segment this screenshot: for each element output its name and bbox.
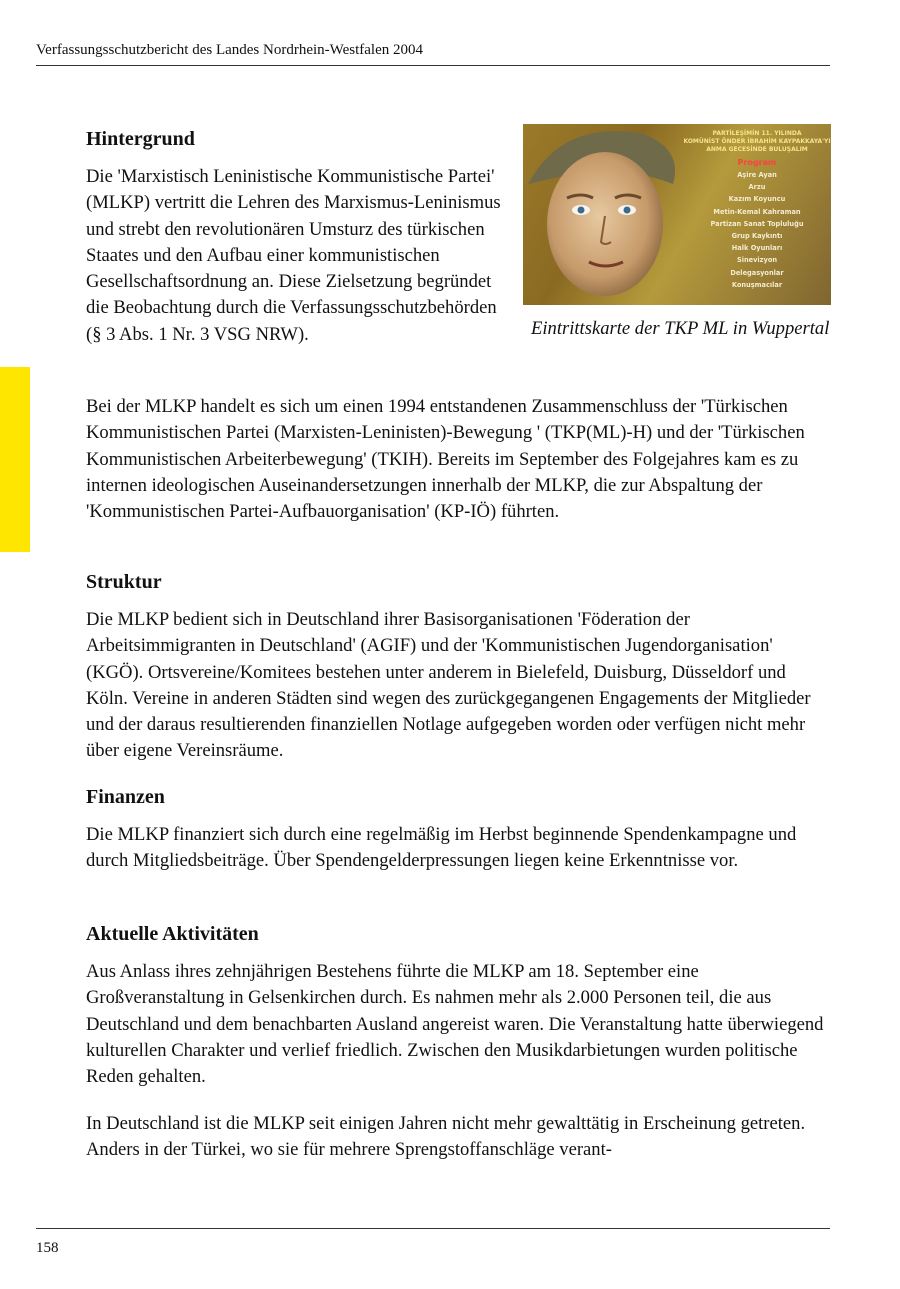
poster-item: Halk Oyunları (731, 244, 783, 253)
poster-item: Delegasyonlar (730, 268, 784, 277)
paragraph-finanzen: Die MLKP finanziert sich durch eine regelmäßig im Herbst beginnende Spendenkampagne und durch Mitgliedsbeiträge. Über Spendengelderpressungen liegen keine Erkenntnisse vor. (86, 824, 797, 872)
paragraph-hintergrund-2: Bei der MLKP handelt es sich um einen 1994 entstandenen Zusammenschluss der 'Türkischen Kommunistischen Partei (Marxisten-Leninisten)-Bewegung ' (TKP(ML)-H) und der 'Türkischen Kommunistischen Arbeiterbewegung' (TKIH). Bereits im September des Folgejahres kam es zu internen ideologischen Auseinandersetzungen innerhalb der MLKP, die zur Abspaltung der 'Kommunistischen Partei-Aufbauorganisation' (KP-IÖ) führten. (86, 396, 805, 523)
heading-hintergrund: Hintergrund (86, 128, 195, 150)
section-aktivitaeten-continued (86, 1111, 831, 1164)
ticket-figure (523, 124, 831, 342)
heading-aktivitaeten: Aktuelle Aktivitäten (86, 923, 259, 945)
ticket-image (523, 124, 831, 305)
poster-item: Arzu (748, 183, 766, 192)
paragraph-aktivitaeten-2: In Deutschland ist die MLKP seit einigen Jahren nicht mehr gewalttätig in Erscheinung getreten. Anders in der Türkei, wo sie für mehrere Sprengstoffanschläge verant- (86, 1113, 806, 1161)
heading-struktur: Struktur (86, 571, 162, 593)
poster-heading-line: ANMA GECESİNDE BULUŞALIM (706, 146, 808, 153)
heading-finanzen: Finanzen (86, 786, 165, 808)
face-shape (547, 152, 663, 296)
page-number: 158 (36, 1240, 59, 1256)
running-header: Verfassungsschutzbericht des Landes Nordrhein-Westfalen 2004 (36, 42, 424, 58)
poster-item: Grup Kaykıntı (731, 232, 783, 241)
side-marker-bar (0, 367, 30, 552)
paragraph-hintergrund-1: Die 'Marxistisch Leninistische Kommunistische Partei' (MLKP) vertritt die Lehren des Marxismus-Leninismus und strebt den revolutionären Umsturz des türkischen Staates und den Aufbau einer kommunistischen Gesellschaftsordnung an. Diese Zielsetzung begründet die Beobachtung durch die Verfassungsschutzbehörden (§ 3 Abs. 1 Nr. 3 VSG NRW). (86, 166, 501, 345)
poster-item: Sinevizyon (736, 256, 778, 265)
poster-heading-line: PARTİLEŞİMİN 11. YILINDA (712, 130, 802, 137)
poster-program-label: Program (737, 158, 777, 167)
section-hintergrund-continued (86, 394, 831, 525)
section-aktivitaeten (86, 921, 831, 1090)
section-struktur (86, 569, 831, 765)
poster-item: Partizan Sanat Topluluğu (710, 219, 804, 228)
header-rule (36, 65, 830, 66)
figure-caption: Eintrittskarte der TKP ML in Wuppertal (531, 318, 830, 339)
section-finanzen (86, 784, 831, 875)
intro-column (86, 126, 514, 348)
poster-heading-line: KOMÜNİST ÖNDER İBRAHİM KAYPAKKAYA'YI (683, 138, 831, 145)
poster-program-list (683, 130, 831, 291)
poster-item: Metin-Kemal Kahraman (713, 207, 801, 216)
poster-item: Konuşmacılar (731, 280, 783, 289)
footer-rule (36, 1228, 830, 1229)
poster-item: Aşire Ayan (737, 171, 777, 179)
poster-item: Kazım Koyuncu (728, 195, 786, 204)
paragraph-struktur: Die MLKP bedient sich in Deutschland ihrer Basisorganisationen 'Föderation der Arbeitsimmigranten in Deutschland' (AGIF) und der 'Kommunistischen Jugendorganisation' (KGÖ). Ortsvereine/Komitees bestehen unter anderem in Bielefeld, Duisburg, Düsseldorf und Köln. Vereine in anderen Städten sind wegen des zurückgegangenen Engagements der Mitglieder und der daraus resultierenden finanziellen Notlage aufgegeben worden oder verfügen nicht mehr über eigene Vereinsräume. (86, 609, 811, 762)
paragraph-aktivitaeten-1: Aus Anlass ihres zehnjährigen Bestehens führte die MLKP am 18. September eine Großveranstaltung in Gelsenkirchen durch. Es nahmen mehr als 2.000 Personen teil, die aus Deutschland und dem benachbarten Ausland angereist waren. Die Veranstaltung hatte überwiegend kulturellen Charakter und verlief friedlich. Zwischen den Musikdarbietungen wurden politische Reden gehalten. (86, 961, 824, 1088)
